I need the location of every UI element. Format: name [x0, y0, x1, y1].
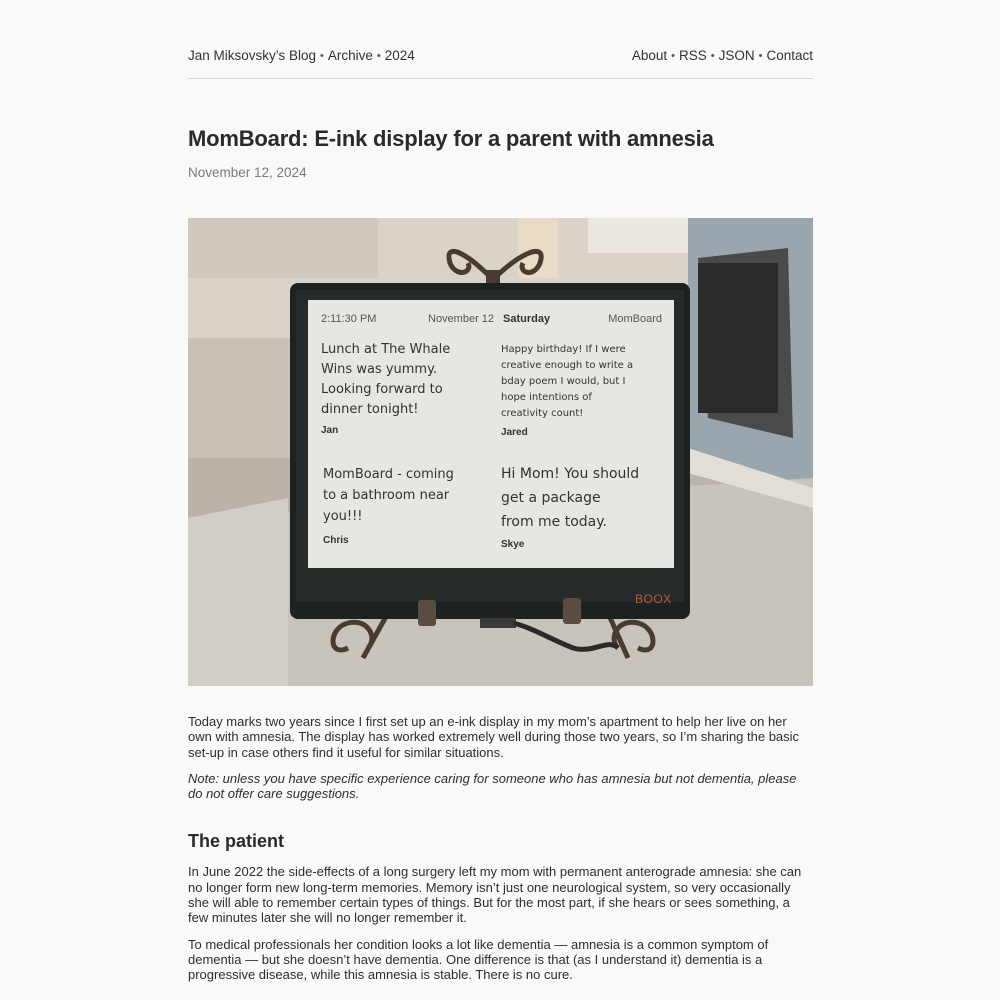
message-line: Looking forward to	[321, 382, 443, 397]
contact-link[interactable]: Contact	[766, 48, 813, 63]
message-line: Happy birthday! If I were	[501, 344, 626, 355]
message-card	[501, 342, 666, 438]
json-link[interactable]: JSON	[718, 48, 755, 63]
message-author: Jan	[321, 425, 339, 436]
post-title: MomBoard: E-ink display for a parent with amnesia	[188, 126, 714, 151]
message-line: MomBoard - coming	[323, 467, 454, 482]
post-date: November 12, 2024	[188, 165, 307, 180]
blog-title-link[interactable]: Jan Miksovsky’s Blog	[188, 48, 317, 63]
screen-date: November 12	[428, 313, 495, 325]
message-line: to a bathroom near	[323, 488, 450, 503]
device-brand-logo: BOOX	[635, 592, 672, 606]
message-line: get a package	[501, 490, 601, 506]
nav-separator: •	[671, 50, 675, 62]
message-line: creativity count!	[501, 408, 584, 419]
year-link[interactable]: 2024	[384, 48, 415, 63]
rss-link[interactable]: RSS	[678, 48, 707, 63]
top-navigation	[188, 48, 813, 79]
body-paragraph: In June 2022 the side-effects of a long surgery left my mom with permanent anterograde amnesia: she can no longer form new long-term memories. Memory isn’t just one neurological system, so very occasionally she will able to remember certain types of things. But for the most part, if she hears or sees something, a few minutes later she will no longer remember it.	[188, 864, 802, 926]
message-line: from me today.	[501, 514, 607, 530]
post-photo	[188, 218, 813, 686]
message-line: Lunch at The Whale	[321, 342, 451, 357]
message-author: Jared	[501, 427, 528, 438]
section-heading: The patient	[188, 831, 285, 852]
post-body	[188, 714, 813, 994]
message-line: bday poem I would, but I	[501, 376, 626, 387]
nav-separator: •	[758, 50, 763, 62]
nav-left	[188, 48, 415, 63]
nav-separator: •	[376, 50, 381, 62]
message-card	[323, 464, 493, 546]
message-line: hope intentions of	[501, 392, 592, 403]
nav-separator: •	[710, 50, 715, 62]
about-link[interactable]: About	[631, 48, 668, 63]
message-card	[321, 340, 491, 436]
screen-time: 2:11:30 PM	[321, 313, 377, 325]
eink-screen	[308, 300, 674, 568]
nav-right	[632, 48, 813, 63]
screen-day: Saturday	[503, 313, 551, 325]
message-line: you!!!	[323, 509, 363, 524]
message-line: creative enough to write a	[501, 360, 634, 371]
body-paragraph: To medical professionals her condition looks a lot like dementia — amnesia is a common symptom of dementia — but she doesn’t have dementia. One difference is that (as I understand it) dementia is a progressive disease, while this amnesia is stable. There is no cure.	[188, 936, 769, 983]
note-paragraph: Note: unless you have specific experience caring for someone who has amnesia but not dementia, please do not offer care suggestions.	[188, 770, 797, 802]
archive-link[interactable]: Archive	[327, 48, 373, 63]
message-line: Hi Mom! You should	[501, 466, 640, 482]
intro-paragraph: Today marks two years since I first set up an e-ink display in my mom’s apartment to help her live on her own with amnesia. The display has worked extremely well during those two years, so I’m sharing the basic set-up in case others find it useful for similar situations.	[188, 714, 800, 760]
message-line: dinner tonight!	[321, 402, 419, 417]
screen-app-name: MomBoard	[608, 313, 662, 325]
nav-separator: •	[320, 50, 324, 62]
message-author: Skye	[501, 539, 525, 550]
message-line: Wins was yummy.	[321, 362, 438, 377]
message-card	[501, 462, 671, 550]
message-author: Chris	[323, 535, 349, 546]
